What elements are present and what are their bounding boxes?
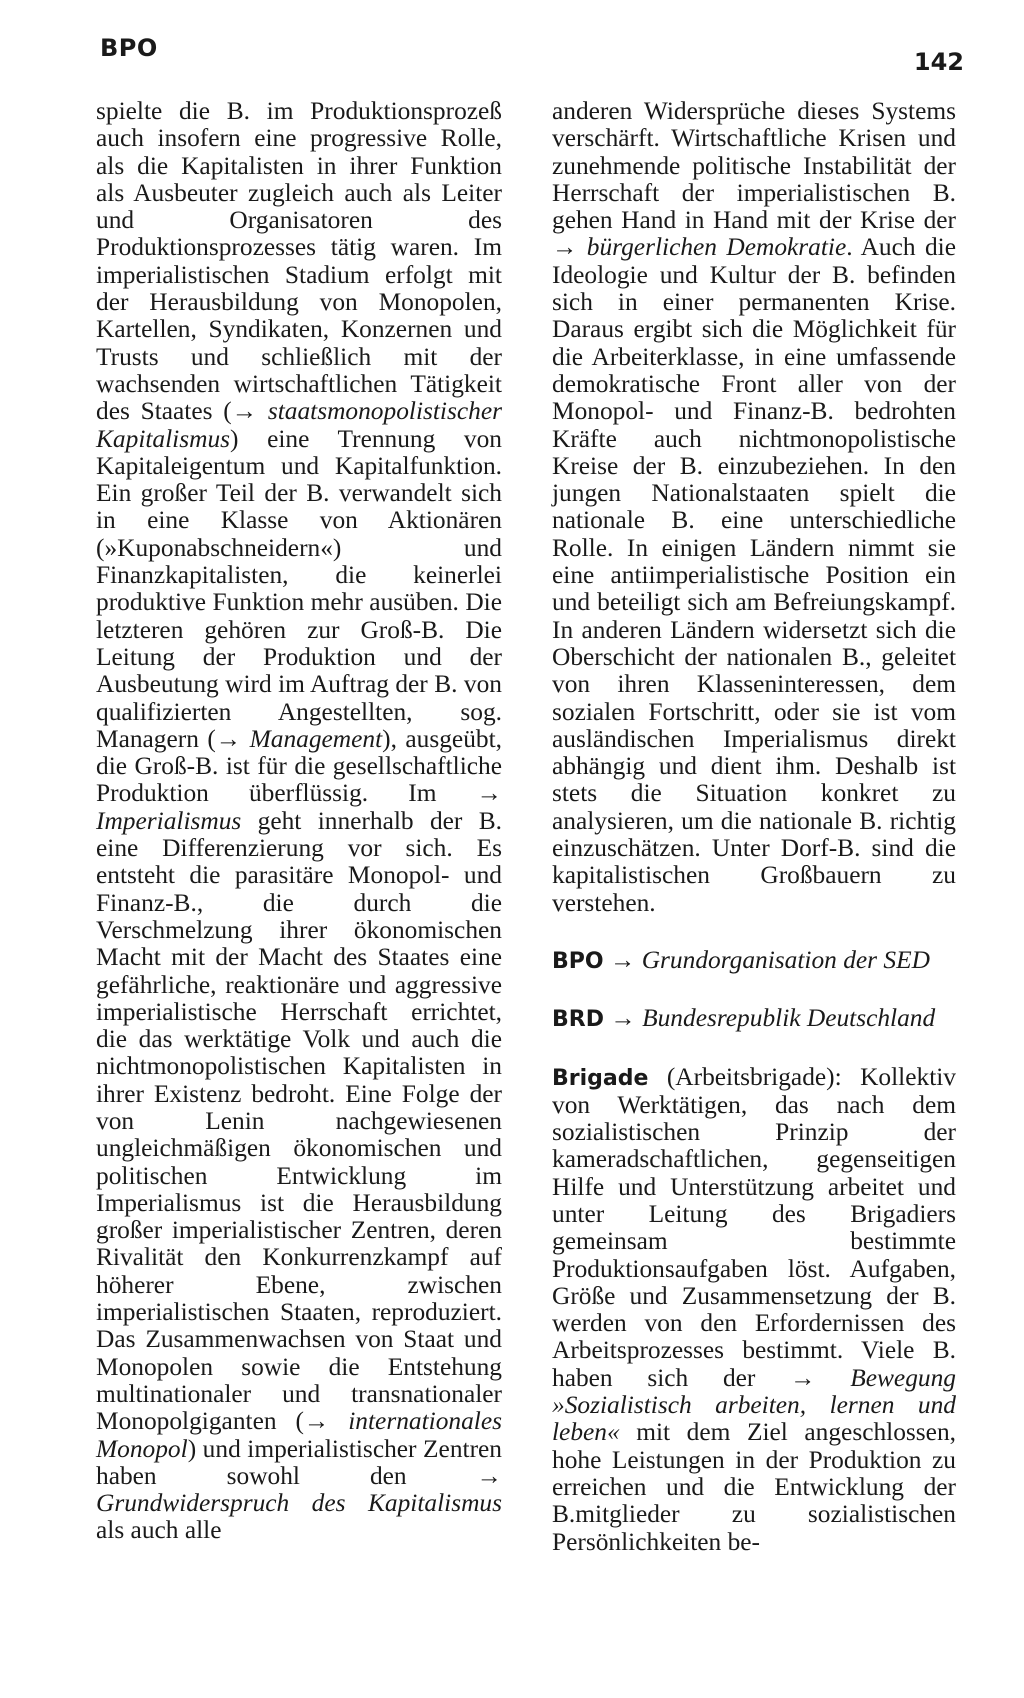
cross-reference-arrow: → xyxy=(476,779,502,808)
cross-reference-arrow: → xyxy=(790,1363,816,1392)
entry-headword: Brigade xyxy=(552,1065,649,1091)
entry-brigade xyxy=(552,1064,956,1556)
right-column xyxy=(552,98,956,1556)
cross-reference-arrow: → xyxy=(609,945,636,974)
cross-reference: Grundwiderspruch des Kapitalismus xyxy=(96,1489,502,1518)
cross-reference-arrow: → xyxy=(476,1461,502,1490)
cross-reference: Management xyxy=(249,724,383,753)
entry-headword: BRD xyxy=(552,1007,604,1033)
cross-reference: internationales Monopol xyxy=(96,1407,502,1463)
text-run: (Arbeitsbrigade): Kollektiv von Werktätigen, das nach dem sozialistischen Prinzip der kameradschaftlichen, gegenseitigen Hilfe und Unterstützung arbeitet und unter Leitung des Brigadiers gemeinsam bestimmte Produktionsaufgaben löst. Aufgaben, Größe und Zusammensetzung der B. werden von den Erfordernissen des Arbeitsprozesses bestimmt. Viele B. haben sich der xyxy=(552,1062,956,1392)
text-run: spielte die B. im Produktionsprozeß auch insofern eine progressive Rolle, als die Kapitalisten in ihrer Funktion als Ausbeuter zugleich auch als Leiter und Organisatoren des Produktionsprozesses tätig waren. Im imperialistischen Stadium erfolgt mit der Herausbildung von Monopolen, Kartellen, Syndikaten, Konzernen und Trusts und schließlich mit der wachsenden wirtschaftlichen Tätigkeit des Staates ( xyxy=(96,97,502,426)
entry-bpo xyxy=(552,947,956,975)
text-run: geht innerhalb der B. eine Differenzierung vor sich. Es entsteht die parasitäre Monopol- und Finanz-B., die durch die Verschmelzung ihrer ökonomischen Macht mit der Macht des Staates eine gefährliche, reaktionäre und aggressive imperialistische Herrschaft errichtet, die das werktätige Volk und auch die nichtmonopolistischen Kapitalisten in ihrer Existenz bedroht. Eine Folge der von Lenin nachgewiesenen ungleichmäßigen ökonomischen und politischen Entwicklung im Imperialismus ist die Herausbildung großer imperialistischer Zentren, deren Rivalität den Konkurrenzkampf auf höherer Ebene, zwischen imperialistischen Staaten, reproduziert. Das Zusammenwachsen von Staat und Monopolen sowie die Entstehung multinationaler und transnationaler Monopolgiganten ( xyxy=(96,806,502,1436)
text-run: ) eine Trennung von Kapitaleigentum und Kapitalfunktion. Ein großer Teil der B. verwandelt sich in eine Klasse von Aktionären (»Kuponabschneidern«) und Finanzkapitalisten, die keinerlei produktive Funktion mehr ausüben. Die letzteren gehören zur Groß-B. Die Leitung der Produktion und der Ausbeutung wird im Auftrag der B. von qualifizierten Angestellten, sog. Managern ( xyxy=(96,424,502,753)
cross-reference-arrow: → xyxy=(215,724,242,753)
page-header xyxy=(100,34,964,74)
cross-reference: Bewegung »Sozialistisch arbeiten, lernen und leben« xyxy=(552,1363,956,1447)
left-column xyxy=(96,98,502,1545)
text-run: . Auch die Ideologie und Kultur der B. befinden sich in einer permanenten Krise. Daraus ergibt sich die Möglichkeit für die Arbeiterklasse, in eine umfassende demokratische Front aller von der Monopol- und Finanz-B. bedrohten Kräfte auch nichtmonopolistische Kreise der B. einzubeziehen. In den jungen Nationalstaaten spielt die nationale B. eine unterschiedliche Rolle. In einigen Ländern nimmt sie eine antiimperialistische Position ein und beteiligt sich am Befreiungskampf. In anderen Ländern widersetzt sich die Oberschicht der nationalen B., geleitet von ihren Klasseninteressen, dem sozialen Fortschritt, oder sie ist vom ausländischen Imperialismus direkt abhängig und dient ihm. Deshalb ist stets die Situation konkret zu analysieren, um die nationale B. richtig einzuschätzen. Unter Dorf-B. sind die kapitalistischen Großbauern zu verstehen. xyxy=(552,233,956,917)
text-run: mit dem Ziel angeschlossen, hohe Leistungen in der Produktion zu erreichen und die Entwicklung der B.mitglieder zu sozialistischen Persönlichkeiten be- xyxy=(552,1418,956,1556)
running-head-catchword: BPO xyxy=(100,34,158,62)
cross-reference-arrow: → xyxy=(552,233,578,262)
paragraph-continuation-bourgeoisie xyxy=(552,98,956,917)
cross-reference-arrow: → xyxy=(610,1004,636,1033)
text-run: als auch alle xyxy=(96,1516,222,1545)
cross-reference: bürgerlichen Demokratie xyxy=(586,233,847,262)
text-run: anderen Widersprüche dieses Systems verschärft. Wirtschaftliche Krisen und zunehmende politische Instabilität der Herrschaft der imperialistischen B. gehen Hand in Hand mit der Krise der xyxy=(552,97,956,235)
page-number: 142 xyxy=(913,48,964,76)
cross-reference: Bundesrepublik Deutschland xyxy=(642,1004,936,1033)
entry-headword: BPO xyxy=(552,948,604,974)
paragraph-continuation-bourgeoisie xyxy=(96,98,502,1545)
cross-reference: staatsmonopolistischer Kapitalismus xyxy=(96,397,502,453)
text-run: ) und imperialistischer Zentren haben sowohl den xyxy=(96,1434,502,1490)
cross-reference: Grundorganisation der SED xyxy=(641,945,930,974)
entry-brd xyxy=(552,1005,956,1033)
text-run: ), ausgeübt, die Groß-B. ist für die gesellschaftliche Produktion überflüssig. Im xyxy=(96,724,502,808)
cross-reference-arrow: → xyxy=(303,1407,330,1436)
cross-reference-arrow: → xyxy=(231,397,258,426)
cross-reference: Imperialismus xyxy=(96,806,242,835)
